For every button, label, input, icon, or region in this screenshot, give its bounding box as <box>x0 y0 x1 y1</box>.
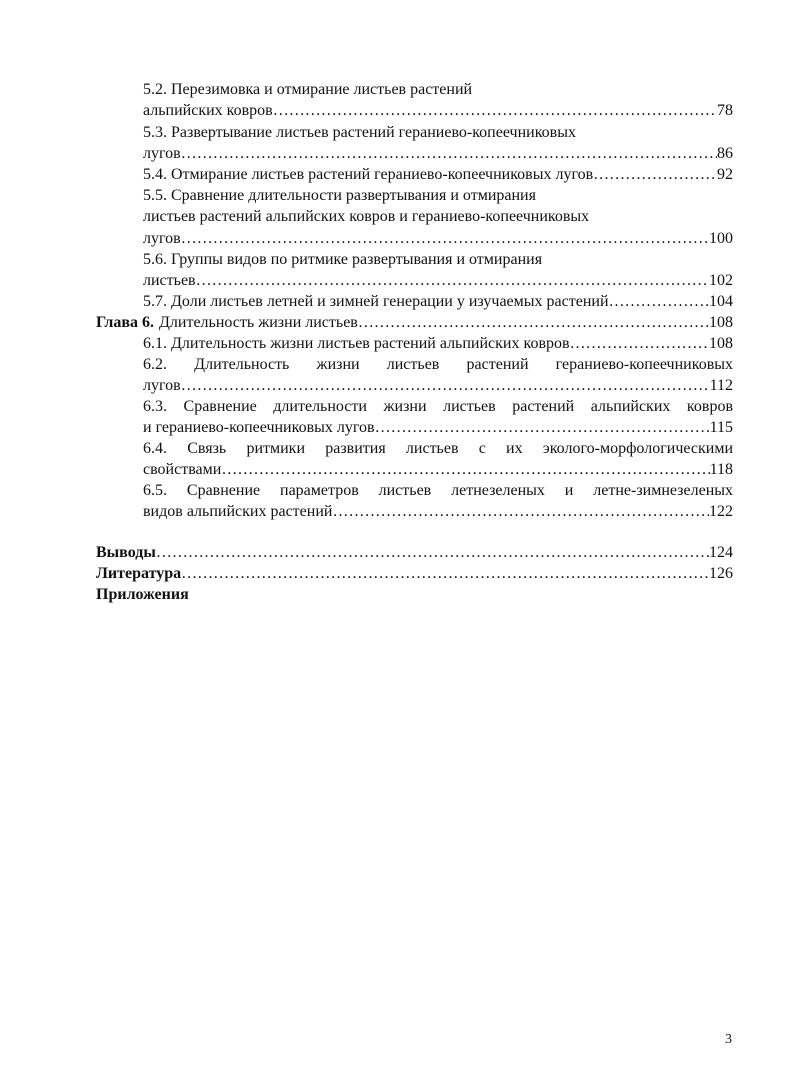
toc-leader <box>156 542 709 564</box>
toc-leader <box>181 563 709 585</box>
toc-6-2-page: 112 <box>709 377 733 394</box>
toc-6-1-page: 108 <box>709 335 733 352</box>
toc-6-3-page: 115 <box>709 419 733 436</box>
toc-5-2-entry[interactable] <box>143 100 733 122</box>
toc-5-6-line1: 5.6. Группы видов по ритмике развертывания и отмирания <box>143 251 543 268</box>
toc-conclusions-entry[interactable] <box>96 542 733 564</box>
toc-6-4-line2: свойствами <box>143 461 222 478</box>
toc-5-5-line3: лугов <box>143 230 181 247</box>
toc-5-3-line2: лугов <box>143 145 181 162</box>
toc-appendix-entry[interactable]: Приложения <box>96 586 189 603</box>
toc-leader <box>181 228 709 250</box>
toc-5-5-page: 100 <box>709 230 733 247</box>
toc-5-3-line1: 5.3. Развертывание листьев растений гераниево-копеечниковых <box>143 124 576 141</box>
toc-leader <box>181 143 717 165</box>
toc-chapter-6-label: Глава 6. <box>96 314 154 331</box>
toc-leader <box>375 417 710 439</box>
toc-6-4-entry[interactable] <box>143 459 733 481</box>
toc-5-5-line1: 5.5. Сравнение длительности развертывания и отмирания <box>143 187 536 204</box>
toc-5-2-page: 78 <box>717 102 733 119</box>
toc-leader <box>332 501 709 523</box>
toc-leader <box>273 100 717 122</box>
toc-5-3-page: 86 <box>717 145 733 162</box>
toc-6-3-line2: и гераниево-копеечниковых лугов <box>143 419 375 436</box>
toc-leader <box>358 312 709 334</box>
toc-5-4-entry[interactable] <box>143 164 733 186</box>
toc-6-4-line1: 6.4. Связь ритмики развития листьев с их эколого-морфологическими <box>143 440 733 457</box>
toc-5-6-entry[interactable] <box>143 270 733 292</box>
page-number: 3 <box>725 1032 732 1047</box>
toc-6-2-entry[interactable] <box>143 375 733 397</box>
toc-6-2-line1: 6.2. Длительность жизни листьев растений гераниево-копеечниковых <box>143 356 733 373</box>
toc-5-5-entry[interactable] <box>143 228 733 250</box>
toc-chapter-6-entry[interactable] <box>96 312 733 334</box>
toc-6-3-entry[interactable] <box>143 417 733 439</box>
toc-6-1-entry[interactable] <box>143 333 733 355</box>
toc-leader <box>181 375 710 397</box>
toc-6-5-line2: видов альпийских растений <box>143 503 333 520</box>
toc-literature-page: 126 <box>709 565 733 582</box>
toc-5-7-entry[interactable] <box>143 291 733 313</box>
toc-5-4-page: 92 <box>717 166 733 183</box>
toc-leader <box>593 164 717 186</box>
toc-6-5-page: 122 <box>709 503 733 520</box>
toc-6-4-page: 118 <box>709 461 733 478</box>
toc-5-7-title: 5.7. Доли листьев летней и зимней генерации у изучаемых растений <box>143 293 609 310</box>
toc-conclusions-page: 124 <box>709 544 733 561</box>
toc-6-3-line1: 6.3. Сравнение длительности жизни листьев растений альпийских ковров <box>143 398 733 415</box>
toc-5-4-title: 5.4. Отмирание листьев растений гераниево-копеечниковых лугов <box>143 166 594 183</box>
toc-5-5-line2: листьев растений альпийских ковров и гераниево-копеечниковых <box>143 208 590 225</box>
toc-5-3-entry[interactable] <box>143 143 733 165</box>
toc-leader <box>196 270 709 292</box>
toc-6-5-entry[interactable] <box>143 501 733 523</box>
toc-5-2-line1: 5.2. Перезимовка и отмирание листьев растений <box>143 81 473 98</box>
toc-chapter-6-title: Длительность жизни листьев <box>159 314 358 331</box>
toc-5-7-page: 104 <box>709 293 733 310</box>
toc-chapter-6-page: 108 <box>709 314 733 331</box>
toc-literature-entry[interactable] <box>96 563 733 585</box>
toc-leader <box>221 459 709 481</box>
toc-6-2-line2: лугов <box>143 377 181 394</box>
toc-conclusions-title: Выводы <box>96 544 156 561</box>
toc-5-6-page: 102 <box>709 272 733 289</box>
toc-6-1-title: 6.1. Длительность жизни листьев растений альпийских ковров <box>143 335 570 352</box>
toc-5-2-line2: альпийских ковров <box>143 102 273 119</box>
toc-leader <box>570 333 709 355</box>
toc-6-5-line1: 6.5. Сравнение параметров листьев летнезеленых и летне-зимнезеленых <box>143 482 733 499</box>
toc-leader <box>609 291 709 313</box>
toc-literature-title: Литература <box>96 565 182 582</box>
toc-5-6-line2: листьев <box>143 272 196 289</box>
